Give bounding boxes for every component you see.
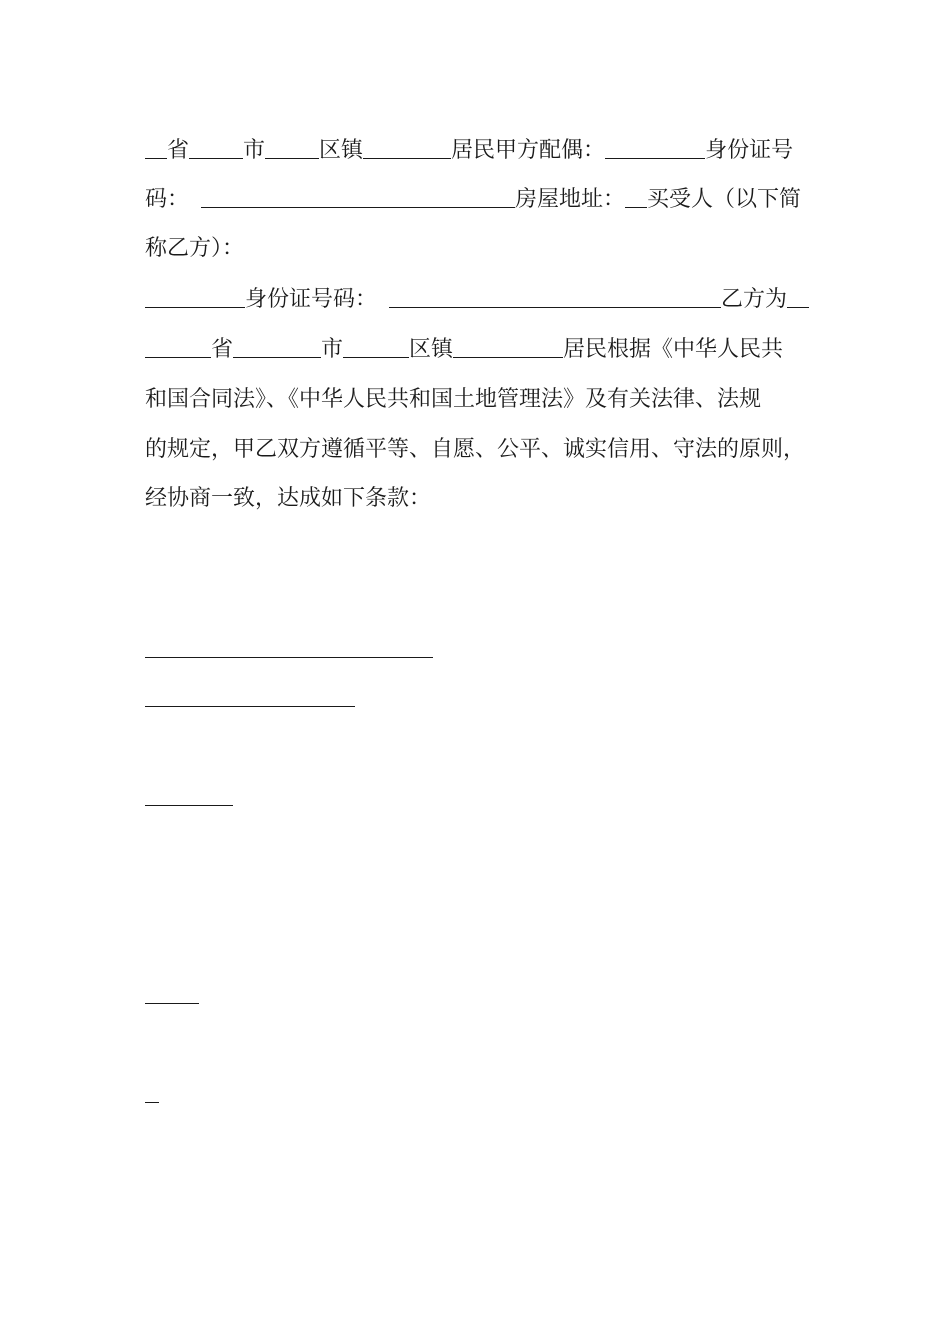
- district-label: 区镇: [319, 138, 364, 163]
- spouse-id-blank: [201, 185, 515, 208]
- province-label: 省: [211, 337, 234, 362]
- party-b-name-blank: [145, 285, 245, 308]
- resident-blank: [363, 136, 451, 159]
- district-blank: [211, 684, 277, 707]
- party-a-spouse-address-line: [145, 136, 793, 166]
- district-label: 区镇: [409, 337, 454, 362]
- district-blank: [343, 335, 409, 358]
- house-address-blank: [625, 185, 647, 208]
- province-blank: [145, 335, 211, 358]
- house-location-line: [145, 635, 433, 665]
- spouse-name-blank: [605, 136, 705, 159]
- article-2-price-line: [145, 883, 151, 913]
- party-b-resident-blank: [787, 285, 809, 308]
- village-blank: [277, 684, 355, 707]
- spouse-id-line: [145, 185, 801, 215]
- resident-blank: [453, 335, 563, 358]
- years-blank: [145, 783, 233, 806]
- agreement-line: 经协商一致，达成如下条款：: [145, 486, 432, 511]
- party-b-address-line: [145, 335, 783, 365]
- article-3-delivery-line: [145, 983, 199, 1013]
- land-allocation-line: [145, 783, 233, 813]
- party-b-is-label: 乙方为: [721, 287, 788, 312]
- district-blank: [265, 136, 319, 159]
- method-number: [145, 1102, 159, 1103]
- principles-line: 的规定，甲乙双方遵循平等、自愿、公平、诚实信用、守法的原则，: [145, 437, 806, 462]
- id-number-label: 身份证号码：: [245, 287, 378, 312]
- city-blank: [233, 335, 321, 358]
- buyer-label-line: [145, 234, 244, 264]
- village-line: [145, 684, 355, 714]
- handling-method-line: [145, 1082, 159, 1112]
- city-blank: [189, 136, 243, 159]
- city-label: 市: [243, 138, 266, 163]
- law-basis-line: 和国合同法》、《中华人民共和国土地管理法》及有关法律、法规: [145, 387, 762, 412]
- province-blank: [145, 136, 167, 159]
- delivery-days: [145, 1003, 199, 1004]
- law-basis-text: 居民根据《中华人民共: [563, 337, 784, 362]
- land-cert-blank: [145, 635, 433, 658]
- id-number-label-cont: 码：: [145, 187, 190, 212]
- house-address-label: 房屋地址：: [515, 187, 626, 212]
- buyer-label: 买受人（以下简: [647, 187, 802, 212]
- city-blank: [145, 684, 211, 707]
- province-label: 省: [167, 138, 190, 163]
- party-b-id-line: [145, 285, 809, 315]
- city-label: 市: [321, 337, 344, 362]
- party-b-label: 称乙方）：: [145, 236, 245, 261]
- party-b-id-blank: [389, 285, 721, 308]
- id-number-label: 身份证号: [705, 138, 794, 163]
- spouse-label: 居民甲方配偶：: [451, 138, 606, 163]
